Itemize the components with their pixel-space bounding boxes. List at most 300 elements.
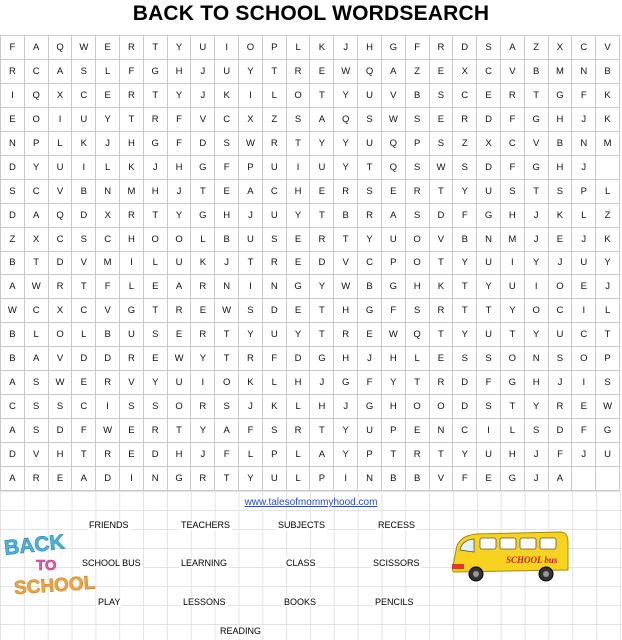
grid-cell: K xyxy=(239,371,263,395)
grid-cell: B xyxy=(1,347,25,371)
grid-cell: T xyxy=(430,180,454,204)
grid-cell: Y xyxy=(144,371,168,395)
grid-cell: M xyxy=(96,252,120,276)
grid-cell: A xyxy=(72,467,96,491)
grid-cell: B xyxy=(382,467,406,491)
grid-cell: O xyxy=(144,228,168,252)
grid-cell: I xyxy=(239,84,263,108)
grid-cell: P xyxy=(25,132,49,156)
grid-cell: H xyxy=(287,371,311,395)
grid-cell: W xyxy=(72,36,96,60)
grid-cell: R xyxy=(25,467,49,491)
website-link[interactable]: www.talesofmommyhood.com xyxy=(244,497,378,508)
grid-cell: C xyxy=(453,419,477,443)
grid-cell: L xyxy=(287,36,311,60)
grid-cell: R xyxy=(191,395,215,419)
grid-cell: S xyxy=(25,419,49,443)
grid-cell: W xyxy=(239,132,263,156)
grid-cell: V xyxy=(501,60,525,84)
grid-cell: N xyxy=(263,275,287,299)
grid-cell: F xyxy=(215,156,239,180)
logo-line-2: TO xyxy=(36,557,57,574)
grid-cell: I xyxy=(572,299,596,323)
grid-cell: A xyxy=(215,419,239,443)
grid-cell: W xyxy=(1,299,25,323)
grid-cell: G xyxy=(501,371,525,395)
grid-cell: V xyxy=(334,252,358,276)
grid-cell: C xyxy=(501,132,525,156)
grid-cell: T xyxy=(310,419,334,443)
grid-cell: V xyxy=(120,371,144,395)
grid-cell: Z xyxy=(525,36,549,60)
grid-cell: P xyxy=(263,443,287,467)
grid-cell: T xyxy=(239,252,263,276)
grid-cell: I xyxy=(120,252,144,276)
grid-cell: A xyxy=(239,180,263,204)
grid-cell: L xyxy=(96,60,120,84)
grid-cell: X xyxy=(25,228,49,252)
grid-cell: T xyxy=(358,156,382,180)
grid-cell: C xyxy=(549,299,573,323)
grid-cell: F xyxy=(382,299,406,323)
grid-cell: C xyxy=(25,299,49,323)
school-bus-icon xyxy=(450,528,572,584)
grid-cell: I xyxy=(72,156,96,180)
grid-cell: G xyxy=(382,36,406,60)
grid-cell: F xyxy=(477,371,501,395)
grid-cell: D xyxy=(96,467,120,491)
grid-cell: R xyxy=(287,419,311,443)
grid-cell: W xyxy=(430,156,454,180)
grid-cell: R xyxy=(120,84,144,108)
grid-cell: E xyxy=(215,180,239,204)
grid-cell: V xyxy=(49,347,73,371)
grid-cell: S xyxy=(263,228,287,252)
grid-cell: O xyxy=(239,36,263,60)
grid-cell: E xyxy=(96,84,120,108)
grid-cell: V xyxy=(596,36,620,60)
grid-cell: U xyxy=(120,323,144,347)
grid-cell: U xyxy=(72,108,96,132)
grid-cell: E xyxy=(382,180,406,204)
grid-cell: U xyxy=(477,323,501,347)
grid-cell: G xyxy=(358,395,382,419)
grid-cell: H xyxy=(358,36,382,60)
grid-cell: L xyxy=(72,323,96,347)
grid-cell: S xyxy=(215,132,239,156)
grid-cell: L xyxy=(287,467,311,491)
grid-cell: C xyxy=(25,60,49,84)
grid-cell: R xyxy=(191,323,215,347)
grid-cell: E xyxy=(310,180,334,204)
grid-cell: W xyxy=(49,371,73,395)
grid-cell: S xyxy=(72,228,96,252)
grid-cell: L xyxy=(263,371,287,395)
grid-cell: C xyxy=(572,36,596,60)
grid-cell: Y xyxy=(453,323,477,347)
grid-cell: U xyxy=(549,323,573,347)
grid-cell: E xyxy=(477,467,501,491)
grid-cell: U xyxy=(168,371,192,395)
grid-cell: S xyxy=(430,84,454,108)
grid-cell: R xyxy=(406,443,430,467)
grid-cell: P xyxy=(406,132,430,156)
grid-cell: O xyxy=(572,347,596,371)
letter-grid xyxy=(0,35,620,491)
grid-cell: T xyxy=(144,36,168,60)
grid-cell: A xyxy=(1,419,25,443)
grid-cell: F xyxy=(453,204,477,228)
grid-cell: L xyxy=(25,323,49,347)
grid-cell: S xyxy=(49,395,73,419)
grid-cell: Y xyxy=(334,419,358,443)
grid-cell xyxy=(572,467,596,491)
grid-cell: B xyxy=(406,84,430,108)
grid-cell: S xyxy=(215,395,239,419)
grid-cell: T xyxy=(477,299,501,323)
grid-cell: T xyxy=(453,275,477,299)
grid-cell: V xyxy=(72,252,96,276)
grid-cell: Y xyxy=(310,275,334,299)
grid-cell: J xyxy=(334,395,358,419)
grid-cell: G xyxy=(358,299,382,323)
grid-cell: C xyxy=(215,108,239,132)
grid-cell: O xyxy=(525,299,549,323)
grid-cell: T xyxy=(25,252,49,276)
grid-cell: Y xyxy=(287,204,311,228)
grid-cell: Y xyxy=(334,132,358,156)
grid-cell: M xyxy=(596,132,620,156)
grid-cell: Q xyxy=(382,156,406,180)
grid-cell: H xyxy=(310,395,334,419)
page-title: BACK TO SCHOOL WORDSEARCH xyxy=(132,2,490,25)
grid-cell: J xyxy=(572,156,596,180)
grid-cell: Y xyxy=(334,84,358,108)
grid-cell: U xyxy=(358,84,382,108)
grid-cell: E xyxy=(430,60,454,84)
grid-cell: S xyxy=(453,156,477,180)
grid-cell: J xyxy=(596,275,620,299)
grid-cell: F xyxy=(572,84,596,108)
grid-cell: Y xyxy=(382,371,406,395)
grid-cell: N xyxy=(96,180,120,204)
grid-cell: J xyxy=(572,108,596,132)
grid-cell: G xyxy=(501,467,525,491)
grid-cell: I xyxy=(215,36,239,60)
grid-cell: E xyxy=(168,323,192,347)
grid-cell: S xyxy=(144,323,168,347)
grid-cell: C xyxy=(453,84,477,108)
grid-cell: Y xyxy=(168,36,192,60)
grid-cell: C xyxy=(49,228,73,252)
word-reading: READING xyxy=(220,626,262,636)
grid-cell: A xyxy=(25,347,49,371)
grid-cell: T xyxy=(501,323,525,347)
grid-cell: T xyxy=(430,443,454,467)
grid-cell: G xyxy=(549,84,573,108)
grid-cell: K xyxy=(549,204,573,228)
grid-cell: E xyxy=(120,419,144,443)
grid-cell: H xyxy=(382,395,406,419)
grid-cell: D xyxy=(453,36,477,60)
grid-cell: C xyxy=(72,395,96,419)
grid-cell: F xyxy=(215,443,239,467)
grid-cell: Y xyxy=(501,299,525,323)
grid-cell: U xyxy=(358,132,382,156)
grid-cell: W xyxy=(96,419,120,443)
grid-cell: U xyxy=(358,419,382,443)
grid-cell: H xyxy=(334,299,358,323)
grid-cell: D xyxy=(477,108,501,132)
grid-cell: O xyxy=(549,275,573,299)
word-books: BOOKS xyxy=(284,597,317,607)
grid-cell: T xyxy=(287,132,311,156)
grid-cell: R xyxy=(310,228,334,252)
grid-cell: V xyxy=(382,84,406,108)
grid-cell: L xyxy=(96,156,120,180)
grid-cell: N xyxy=(215,275,239,299)
grid-cell: Y xyxy=(239,323,263,347)
grid-cell: F xyxy=(1,36,25,60)
grid-cell: Z xyxy=(1,228,25,252)
grid-cell: D xyxy=(49,252,73,276)
grid-cell: S xyxy=(525,419,549,443)
grid-cell: Y xyxy=(334,156,358,180)
grid-cell: I xyxy=(525,275,549,299)
grid-cell: J xyxy=(191,60,215,84)
word-learning: LEARNING xyxy=(181,558,228,568)
grid-cell: D xyxy=(263,299,287,323)
back-to-school-logo xyxy=(2,520,97,600)
grid-cell: K xyxy=(120,156,144,180)
grid-cell: S xyxy=(501,180,525,204)
grid-cell: F xyxy=(549,443,573,467)
grid-cell: H xyxy=(120,228,144,252)
word-friends: FRIENDS xyxy=(89,520,129,530)
grid-cell: J xyxy=(239,204,263,228)
grid-cell: A xyxy=(382,60,406,84)
grid-cell: E xyxy=(358,323,382,347)
grid-cell: P xyxy=(358,443,382,467)
grid-cell: R xyxy=(120,204,144,228)
grid-cell: R xyxy=(49,275,73,299)
grid-cell: Y xyxy=(358,228,382,252)
grid-cell: F xyxy=(501,108,525,132)
grid-cell: T xyxy=(72,275,96,299)
grid-cell: V xyxy=(525,132,549,156)
grid-cell: F xyxy=(263,347,287,371)
grid-cell: J xyxy=(168,180,192,204)
grid-cell: Z xyxy=(263,108,287,132)
grid-cell: T xyxy=(144,299,168,323)
grid-cell: A xyxy=(49,60,73,84)
grid-cell: J xyxy=(525,228,549,252)
grid-cell: I xyxy=(120,467,144,491)
grid-cell: E xyxy=(287,228,311,252)
grid-cell: E xyxy=(430,108,454,132)
grid-cell: X xyxy=(453,60,477,84)
grid-cell: E xyxy=(310,60,334,84)
grid-cell: T xyxy=(334,228,358,252)
grid-cell: Y xyxy=(525,323,549,347)
grid-cell: T xyxy=(310,323,334,347)
grid-cell: T xyxy=(310,84,334,108)
grid-cell: U xyxy=(501,275,525,299)
grid-cell: H xyxy=(144,180,168,204)
word-class: CLASS xyxy=(286,558,316,568)
grid-cell: R xyxy=(239,347,263,371)
grid-cell: I xyxy=(501,252,525,276)
grid-cell: O xyxy=(287,84,311,108)
grid-cell: E xyxy=(144,275,168,299)
grid-cell: I xyxy=(334,467,358,491)
grid-cell: P xyxy=(239,156,263,180)
grid-cell: U xyxy=(263,204,287,228)
grid-cell: X xyxy=(96,204,120,228)
word-subjects: SUBJECTS xyxy=(278,520,326,530)
grid-cell: G xyxy=(310,347,334,371)
grid-cell: S xyxy=(453,347,477,371)
grid-cell: R xyxy=(96,443,120,467)
grid-cell: B xyxy=(334,204,358,228)
grid-cell: Y xyxy=(596,252,620,276)
grid-cell: Y xyxy=(191,419,215,443)
grid-cell: D xyxy=(191,132,215,156)
grid-cell: A xyxy=(501,36,525,60)
grid-cell: D xyxy=(1,156,25,180)
grid-cell: G xyxy=(334,371,358,395)
grid-cell: Y xyxy=(525,252,549,276)
grid-cell: S xyxy=(287,108,311,132)
grid-cell: T xyxy=(501,395,525,419)
grid-cell: H xyxy=(501,443,525,467)
grid-cell: G xyxy=(168,467,192,491)
grid-cell: S xyxy=(358,108,382,132)
grid-cell: G xyxy=(382,275,406,299)
grid-cell: L xyxy=(572,204,596,228)
grid-cell: J xyxy=(525,443,549,467)
grid-cell: W xyxy=(596,395,620,419)
grid-cell: P xyxy=(596,347,620,371)
grid-cell: M xyxy=(549,60,573,84)
grid-cell: U xyxy=(263,323,287,347)
grid-cell: F xyxy=(358,371,382,395)
grid-cell: E xyxy=(572,275,596,299)
grid-cell: S xyxy=(477,347,501,371)
grid-cell: R xyxy=(120,36,144,60)
grid-cell: K xyxy=(596,228,620,252)
grid-cell: R xyxy=(263,132,287,156)
grid-cell: Y xyxy=(239,467,263,491)
grid-cell: S xyxy=(120,395,144,419)
grid-cell: L xyxy=(144,252,168,276)
grid-cell: C xyxy=(358,252,382,276)
grid-cell: T xyxy=(120,108,144,132)
grid-cell: W xyxy=(25,275,49,299)
grid-cell: I xyxy=(49,108,73,132)
grid-cell: U xyxy=(168,252,192,276)
grid-cell: N xyxy=(430,419,454,443)
grid-cell: O xyxy=(430,395,454,419)
logo-line-1: BACK xyxy=(3,530,66,560)
grid-cell: Y xyxy=(239,60,263,84)
grid-cell: I xyxy=(287,156,311,180)
grid-cell: A xyxy=(1,371,25,395)
grid-cell: O xyxy=(49,323,73,347)
grid-cell: J xyxy=(549,252,573,276)
grid-cell: G xyxy=(525,156,549,180)
grid-cell: X xyxy=(49,84,73,108)
grid-cell: E xyxy=(144,347,168,371)
grid-cell: Y xyxy=(25,156,49,180)
grid-cell: X xyxy=(477,132,501,156)
grid-cell: C xyxy=(96,228,120,252)
grid-cell: S xyxy=(406,156,430,180)
grid-cell: E xyxy=(549,228,573,252)
grid-cell: X xyxy=(549,36,573,60)
grid-cell: E xyxy=(49,467,73,491)
word-recess: RECESS xyxy=(378,520,416,530)
grid-cell: C xyxy=(25,180,49,204)
grid-cell: B xyxy=(358,275,382,299)
grid-cell: D xyxy=(453,371,477,395)
grid-cell: C xyxy=(263,180,287,204)
grid-cell: A xyxy=(25,36,49,60)
grid-cell: J xyxy=(572,228,596,252)
grid-cell: W xyxy=(168,347,192,371)
grid-cell: U xyxy=(239,228,263,252)
grid-cell: P xyxy=(382,252,406,276)
grid-cell: N xyxy=(1,132,25,156)
grid-cell: B xyxy=(596,60,620,84)
logo-line-3: SCHOOL xyxy=(13,572,96,600)
grid-cell: R xyxy=(120,347,144,371)
grid-cell: H xyxy=(501,204,525,228)
grid-cell: P xyxy=(310,467,334,491)
grid-cell: Q xyxy=(49,36,73,60)
grid-cell: T xyxy=(310,204,334,228)
grid-cell: E xyxy=(572,395,596,419)
grid-cell: G xyxy=(144,132,168,156)
grid-cell: T xyxy=(168,419,192,443)
grid-cell: T xyxy=(263,60,287,84)
grid-cell: R xyxy=(453,108,477,132)
grid-cell: U xyxy=(263,156,287,180)
grid-cell: S xyxy=(406,204,430,228)
grid-cell: K xyxy=(263,395,287,419)
grid-cell: A xyxy=(310,443,334,467)
grid-cell: U xyxy=(477,443,501,467)
grid-cell: J xyxy=(215,252,239,276)
grid-cell: E xyxy=(96,36,120,60)
grid-cell: J xyxy=(572,443,596,467)
grid-cell: D xyxy=(1,204,25,228)
grid-cell: K xyxy=(72,132,96,156)
grid-cell: L xyxy=(49,132,73,156)
grid-cell: Z xyxy=(406,60,430,84)
grid-cell: P xyxy=(263,36,287,60)
grid-cell: N xyxy=(572,132,596,156)
word-play: PLAY xyxy=(98,597,121,607)
grid-cell: G xyxy=(191,156,215,180)
grid-cell: Y xyxy=(168,84,192,108)
grid-cell: S xyxy=(239,299,263,323)
grid-cell: R xyxy=(430,36,454,60)
grid-cell: D xyxy=(310,252,334,276)
grid-cell: S xyxy=(549,180,573,204)
grid-cell: V xyxy=(191,108,215,132)
grid-cell: F xyxy=(120,60,144,84)
